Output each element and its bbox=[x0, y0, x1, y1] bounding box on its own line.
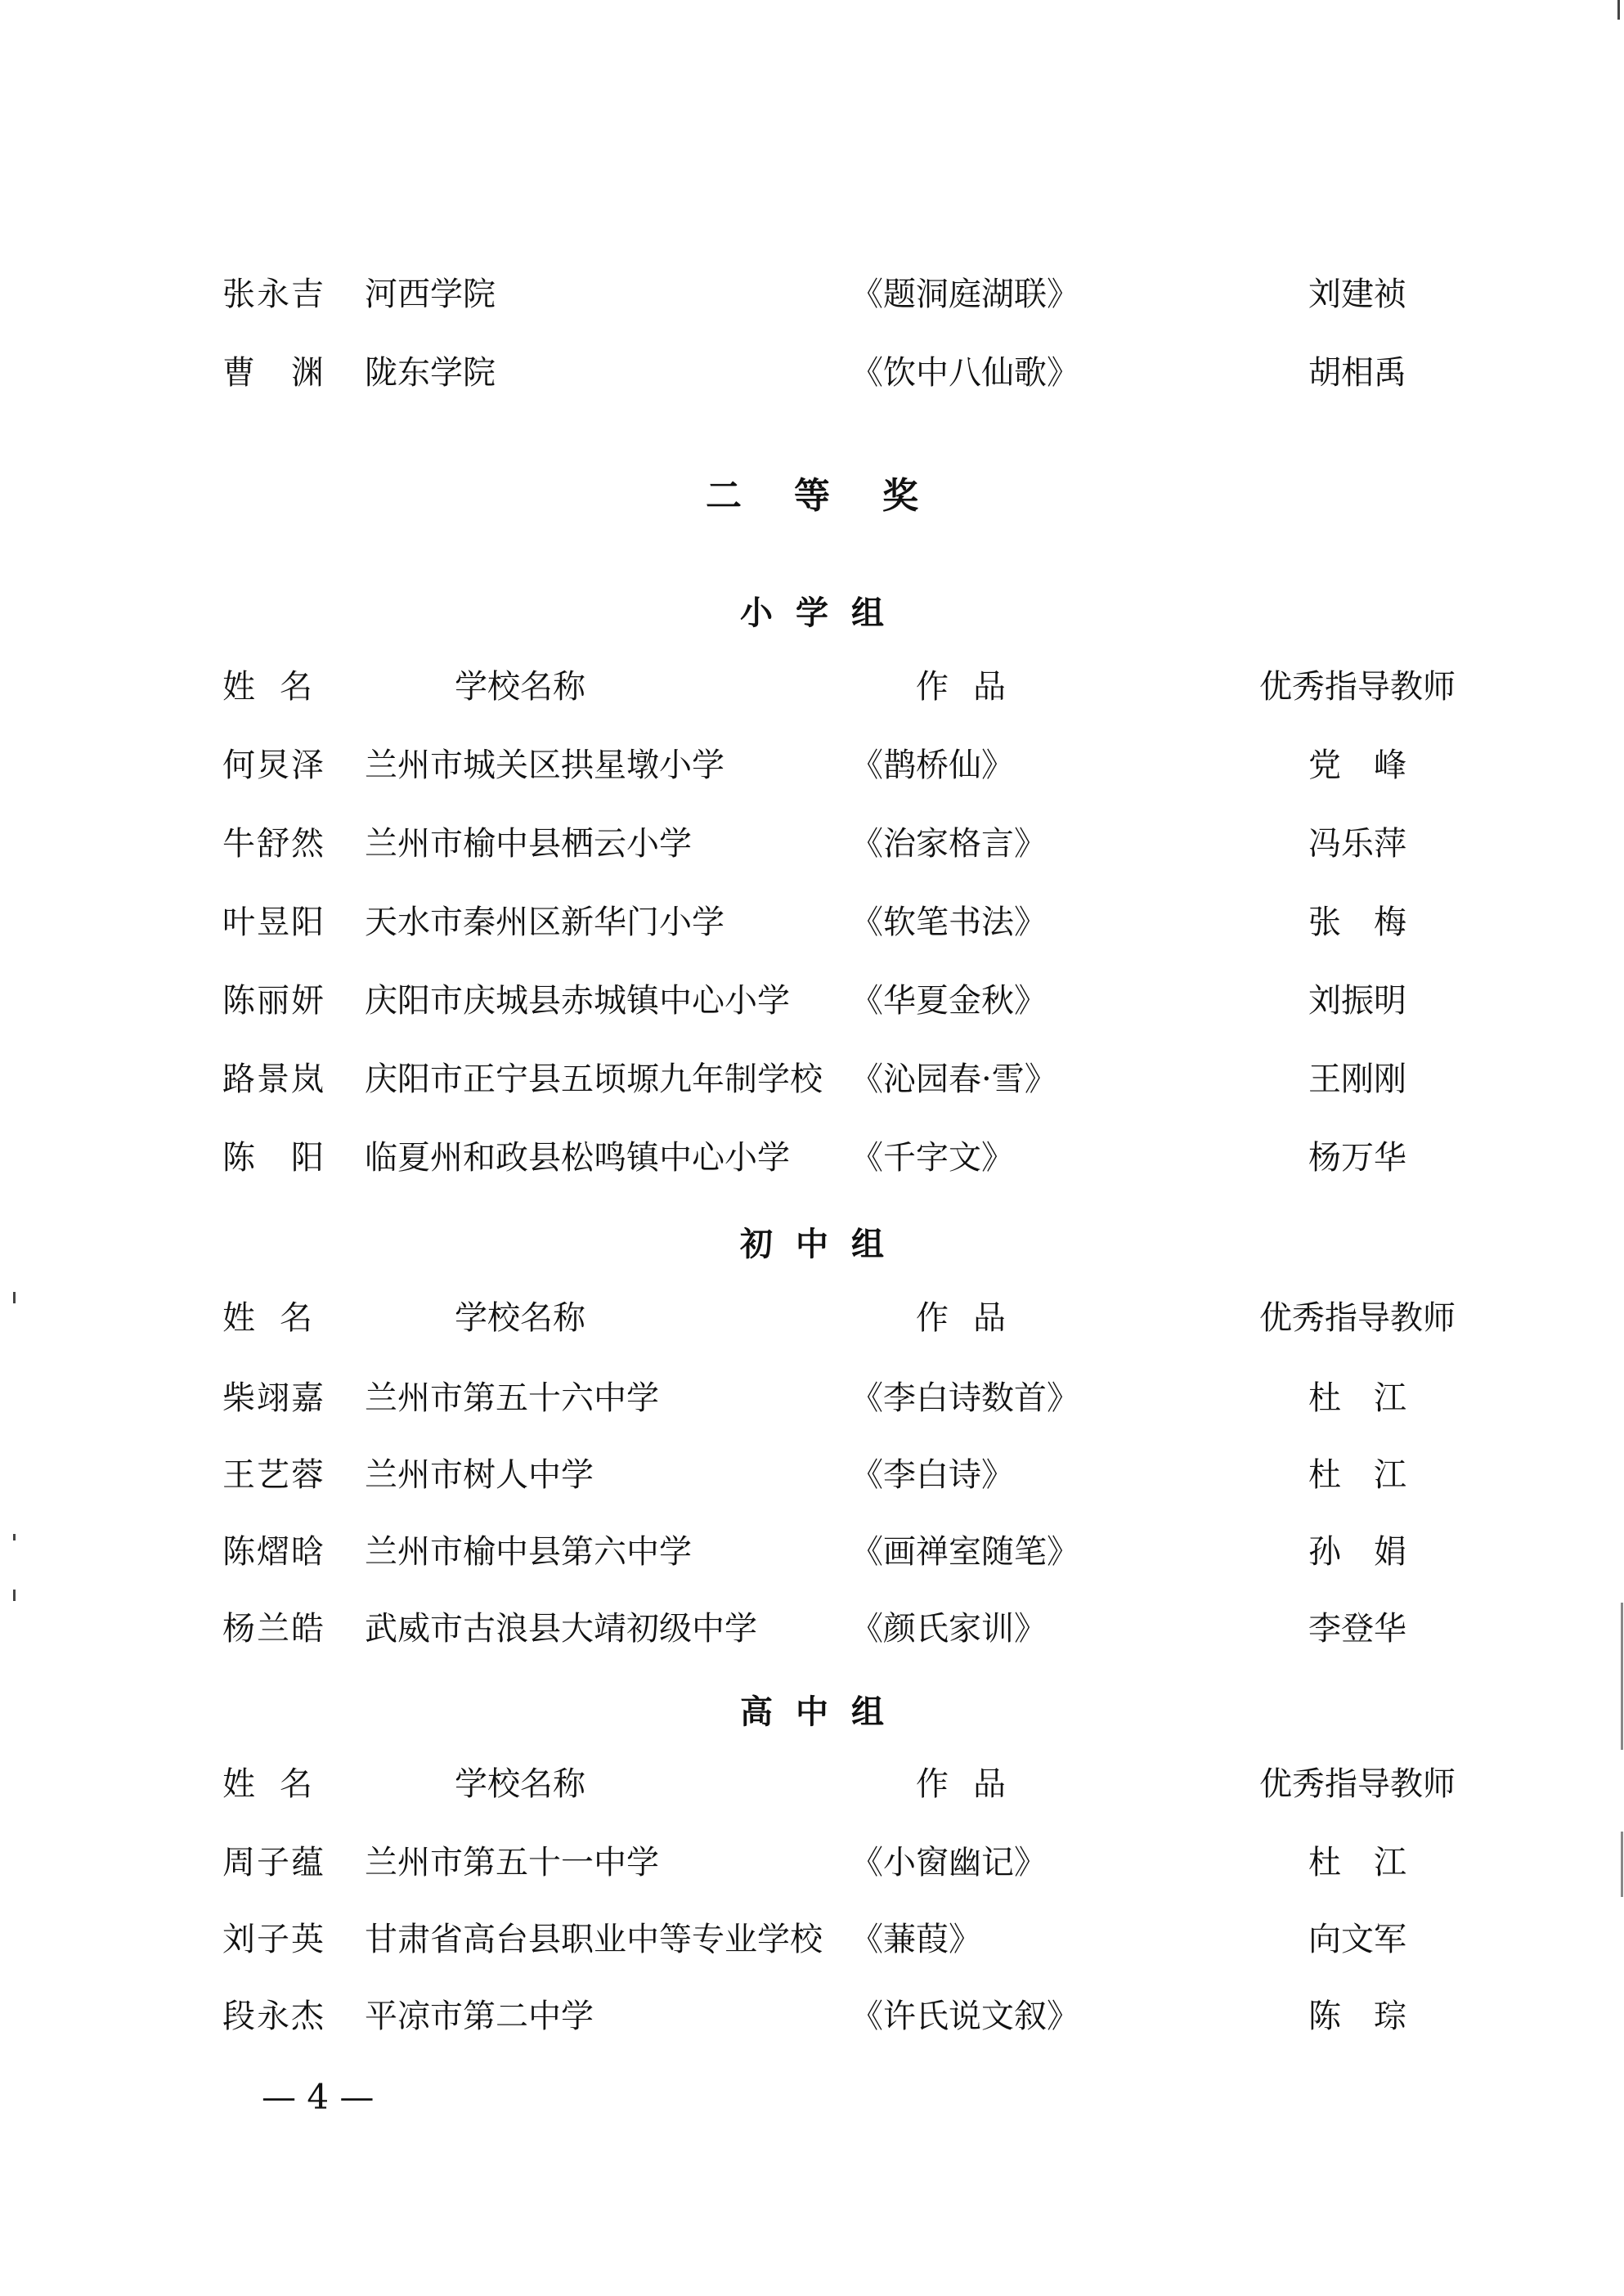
award-work: 《李白诗》 bbox=[850, 1456, 1014, 1494]
award-name: 王艺蓉 bbox=[222, 1456, 325, 1494]
group-title: 初中组 bbox=[740, 1225, 907, 1263]
award-school: 临夏州和政县松鸣镇中心小学 bbox=[365, 1139, 790, 1177]
award-teacher: 陈 琮 bbox=[1308, 1998, 1406, 2035]
award-name: 段永杰 bbox=[222, 1998, 325, 2035]
award-work: 《许氏说文叙》 bbox=[850, 1998, 1079, 2035]
award-teacher: 李登华 bbox=[1308, 1610, 1406, 1648]
award-teacher: 杜 江 bbox=[1308, 1379, 1406, 1417]
page-number: — 4 — bbox=[262, 2077, 375, 2117]
award-work: 《软笔书法》 bbox=[850, 904, 1047, 941]
award-teacher: 党 峰 bbox=[1308, 747, 1406, 784]
scan-artifact bbox=[1621, 1832, 1623, 1897]
award-teacher: 张 梅 bbox=[1308, 904, 1406, 941]
award-teacher: 杜 江 bbox=[1308, 1456, 1406, 1494]
award-teacher: 孙 娟 bbox=[1308, 1533, 1406, 1571]
award-work: 《小窗幽记》 bbox=[850, 1844, 1047, 1881]
award-school: 河西学院 bbox=[365, 276, 496, 313]
award-work: 《李白诗数首》 bbox=[850, 1379, 1079, 1417]
award-name: 杨兰皓 bbox=[222, 1610, 325, 1648]
award-teacher: 刘振明 bbox=[1308, 982, 1406, 1020]
award-name: 柴翊嘉 bbox=[222, 1379, 325, 1417]
award-teacher: 向文军 bbox=[1308, 1921, 1406, 1958]
award-school: 兰州市榆中县栖云小学 bbox=[365, 825, 692, 863]
scan-artifact bbox=[1617, 0, 1620, 20]
column-header-name: 姓名 bbox=[222, 668, 337, 706]
award-name: 叶昱阳 bbox=[222, 904, 325, 941]
award-name: 刘子英 bbox=[222, 1921, 325, 1958]
award-name: 陈 阳 bbox=[222, 1139, 325, 1177]
award-teacher: 刘建祯 bbox=[1308, 276, 1406, 313]
award-name: 牛舒然 bbox=[222, 825, 325, 863]
award-work: 《饮中八仙歌》 bbox=[850, 354, 1079, 392]
award-school: 兰州市第五十一中学 bbox=[365, 1844, 659, 1881]
scan-artifact bbox=[13, 1534, 16, 1540]
award-school: 兰州市树人中学 bbox=[365, 1456, 594, 1494]
award-teacher: 杨万华 bbox=[1308, 1139, 1406, 1177]
column-header-school: 学校名称 bbox=[455, 1765, 585, 1803]
column-header-school: 学校名称 bbox=[455, 1299, 585, 1337]
award-work: 《治家格言》 bbox=[850, 825, 1047, 863]
award-work: 《颜氏家训》 bbox=[850, 1610, 1047, 1648]
column-header-work: 作品 bbox=[916, 1299, 1030, 1337]
award-teacher: 胡相禹 bbox=[1308, 354, 1406, 392]
scan-artifact bbox=[1621, 1603, 1623, 1750]
column-header-teacher: 优秀指导教师 bbox=[1259, 1299, 1456, 1337]
award-school: 庆阳市正宁县五顷塬九年制学校 bbox=[365, 1061, 823, 1098]
award-school: 甘肃省高台县职业中等专业学校 bbox=[365, 1921, 823, 1958]
column-header-work: 作品 bbox=[916, 1765, 1030, 1803]
award-work: 《千字文》 bbox=[850, 1139, 1014, 1177]
group-title: 小学组 bbox=[740, 594, 907, 632]
award-name: 陈熠晗 bbox=[222, 1533, 325, 1571]
column-header-teacher: 优秀指导教师 bbox=[1259, 1765, 1456, 1803]
award-school: 平凉市第二中学 bbox=[365, 1998, 594, 2035]
award-work: 《蒹葭》 bbox=[850, 1921, 981, 1958]
award-work: 《题洞庭湖联》 bbox=[850, 276, 1079, 313]
award-school: 兰州市榆中县第六中学 bbox=[365, 1533, 692, 1571]
award-teacher: 冯乐萍 bbox=[1308, 825, 1406, 863]
award-school: 兰州市城关区拱星墩小学 bbox=[365, 747, 725, 784]
award-work: 《华夏金秋》 bbox=[850, 982, 1047, 1020]
award-name: 周子蕴 bbox=[222, 1844, 325, 1881]
award-work: 《鹊桥仙》 bbox=[850, 747, 1014, 784]
award-school: 武威市古浪县大靖初级中学 bbox=[365, 1610, 757, 1648]
column-header-name: 姓名 bbox=[222, 1765, 337, 1803]
column-header-work: 作品 bbox=[916, 668, 1030, 706]
column-header-school: 学校名称 bbox=[455, 668, 585, 706]
award-name: 曹 渊 bbox=[222, 354, 325, 392]
award-name: 何炅泽 bbox=[222, 747, 325, 784]
award-teacher: 王刚刚 bbox=[1308, 1061, 1406, 1098]
column-header-teacher: 优秀指导教师 bbox=[1259, 668, 1456, 706]
scan-artifact bbox=[13, 1292, 16, 1303]
award-school: 庆阳市庆城县赤城镇中心小学 bbox=[365, 982, 790, 1020]
group-title: 高中组 bbox=[740, 1693, 907, 1731]
award-name: 路景岚 bbox=[222, 1061, 325, 1098]
award-name: 陈丽妍 bbox=[222, 982, 325, 1020]
scan-artifact bbox=[13, 1590, 16, 1601]
award-school: 陇东学院 bbox=[365, 354, 496, 392]
section-title: 二等奖 bbox=[706, 475, 971, 517]
award-school: 天水市秦州区新华门小学 bbox=[365, 904, 725, 941]
award-work: 《画禅室随笔》 bbox=[850, 1533, 1079, 1571]
award-name: 张永吉 bbox=[222, 276, 325, 313]
award-teacher: 杜 江 bbox=[1308, 1844, 1406, 1881]
award-work: 《沁园春·雪》 bbox=[850, 1061, 1057, 1098]
award-school: 兰州市第五十六中学 bbox=[365, 1379, 659, 1417]
column-header-name: 姓名 bbox=[222, 1299, 337, 1337]
